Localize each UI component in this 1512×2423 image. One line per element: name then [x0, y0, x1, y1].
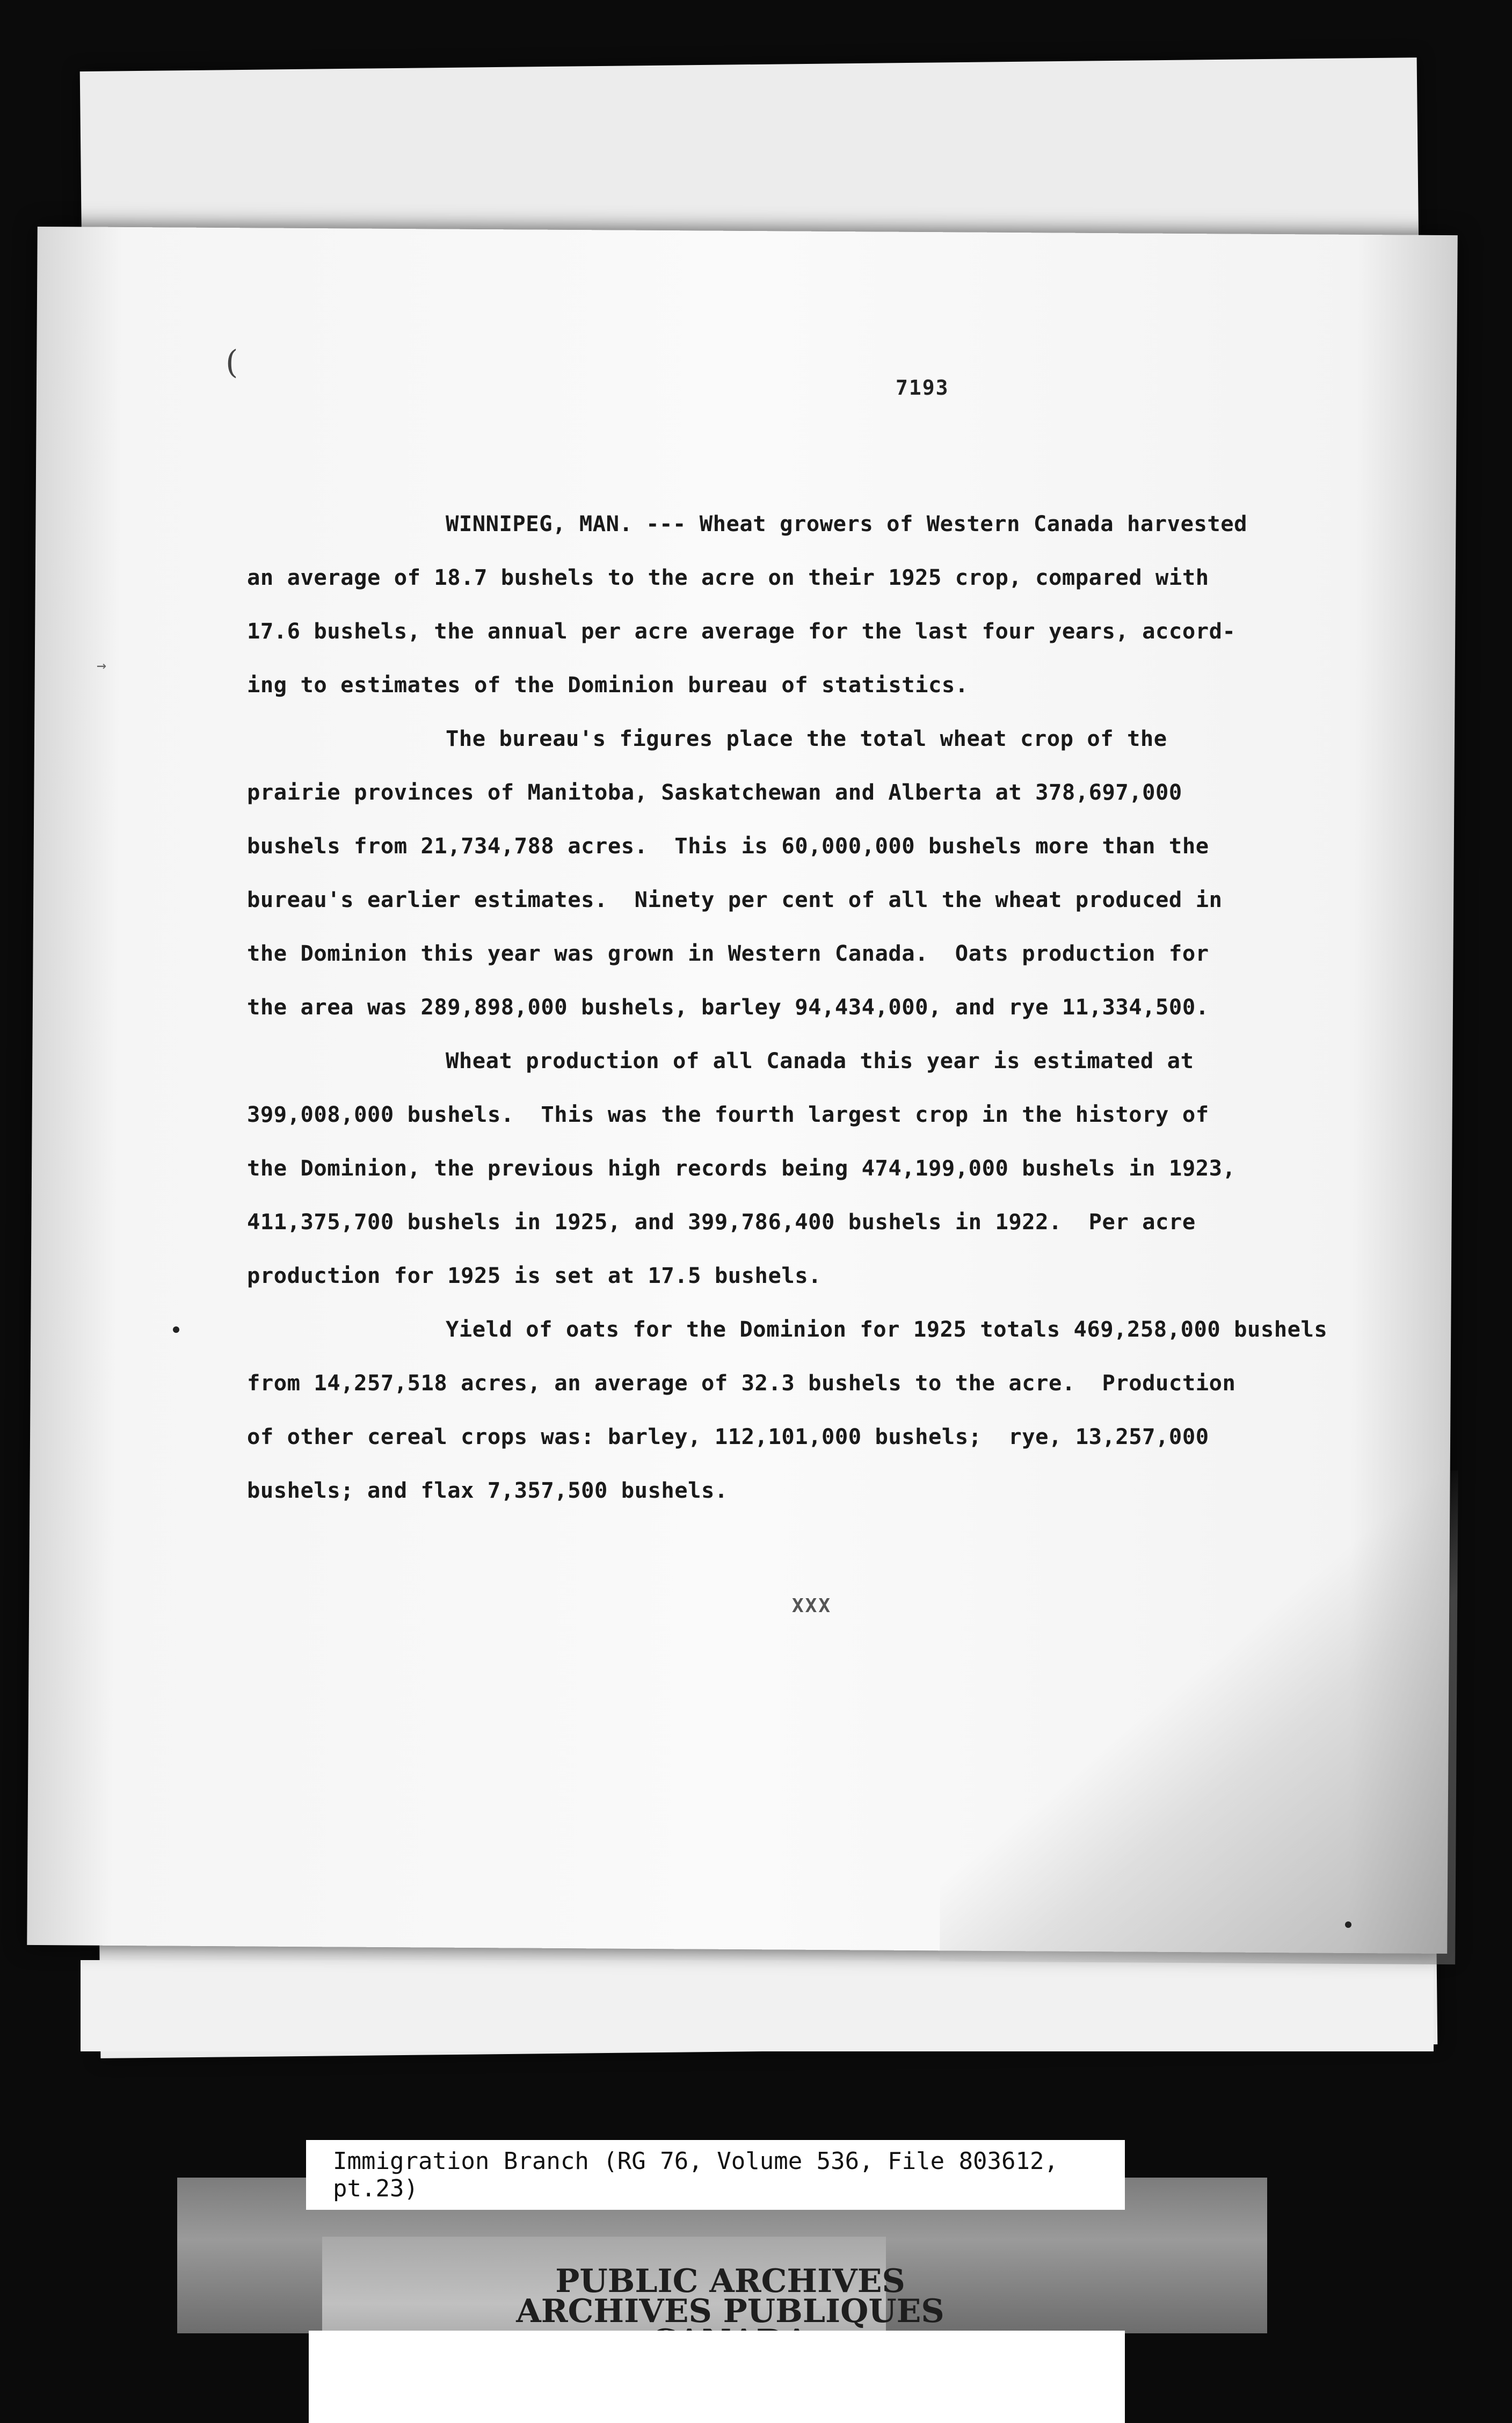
margin-dot	[1345, 1921, 1351, 1928]
text-line: the Dominion, the previous high records being 474,199,000 bushels in 1923,	[247, 1155, 1236, 1181]
bottom-label-card	[309, 2331, 1125, 2423]
stamp-line: ARCHIVES PUBLIQUES	[516, 2293, 944, 2330]
text-line: prairie provinces of Manitoba, Saskatchewan and Alberta at 378,697,000	[247, 779, 1182, 805]
document-body	[247, 497, 1328, 1517]
text-line: production for 1925 is set at 17.5 bushels.	[247, 1263, 822, 1288]
text-line: 17.6 bushels, the annual per acre average for the last four years, accord-	[247, 618, 1236, 644]
text-line: of other cereal crops was: barley, 112,101,000 bushels; rye, 13,257,000	[247, 1424, 1209, 1449]
text-line: bushels; and flax 7,357,500 bushels.	[247, 1477, 728, 1503]
page-fold-shadow	[940, 1467, 1458, 1964]
stamp-line: PUBLIC ARCHIVES	[555, 2262, 905, 2300]
text-line: bureau's earlier estimates. Ninety per cent of all the wheat produced in	[247, 887, 1223, 912]
text-line: the Dominion this year was grown in Western Canada. Oats production for	[247, 940, 1209, 966]
text-line: 399,008,000 bushels. This was the fourth largest crop in the history of	[247, 1101, 1209, 1127]
underlying-sheet-edge	[81, 1960, 1434, 2051]
text-line: Wheat production of all Canada this year is estimated at	[446, 1048, 1194, 1073]
text-line: an average of 18.7 bushels to the acre on their 1925 crop, compared with	[247, 564, 1209, 590]
text-line: bushels from 21,734,788 acres. This is 60,000,000 bushels more than the	[247, 833, 1209, 859]
margin-arrow-icon: →	[97, 656, 107, 675]
text-line: the area was 289,898,000 bushels, barley 94,434,000, and rye 11,334,500.	[247, 994, 1209, 1020]
archive-reference-label	[306, 2140, 1125, 2210]
text-line: from 14,257,518 acres, an average of 32.3 bushels to the acre. Production	[247, 1370, 1236, 1396]
margin-dot	[173, 1326, 179, 1333]
page-number: 7193	[896, 376, 949, 400]
archive-reference-text: Immigration Branch (RG 76, Volume 536, File 803612, pt.23)	[333, 2148, 1059, 2202]
text-line: ing to estimates of the Dominion bureau of statistics.	[247, 672, 969, 698]
margin-mark: (	[226, 344, 238, 381]
text-line: WINNIPEG, MAN. --- Wheat growers of Western Canada harvested	[446, 511, 1247, 536]
text-line: Yield of oats for the Dominion for 1925 totals 469,258,000 bushels	[446, 1316, 1328, 1342]
text-line: The bureau's figures place the total wheat crop of the	[446, 726, 1167, 751]
text-line: 411,375,700 bushels in 1925, and 399,786,400 bushels in 1922. Per acre	[247, 1209, 1196, 1235]
end-mark: XXX	[792, 1595, 832, 1617]
